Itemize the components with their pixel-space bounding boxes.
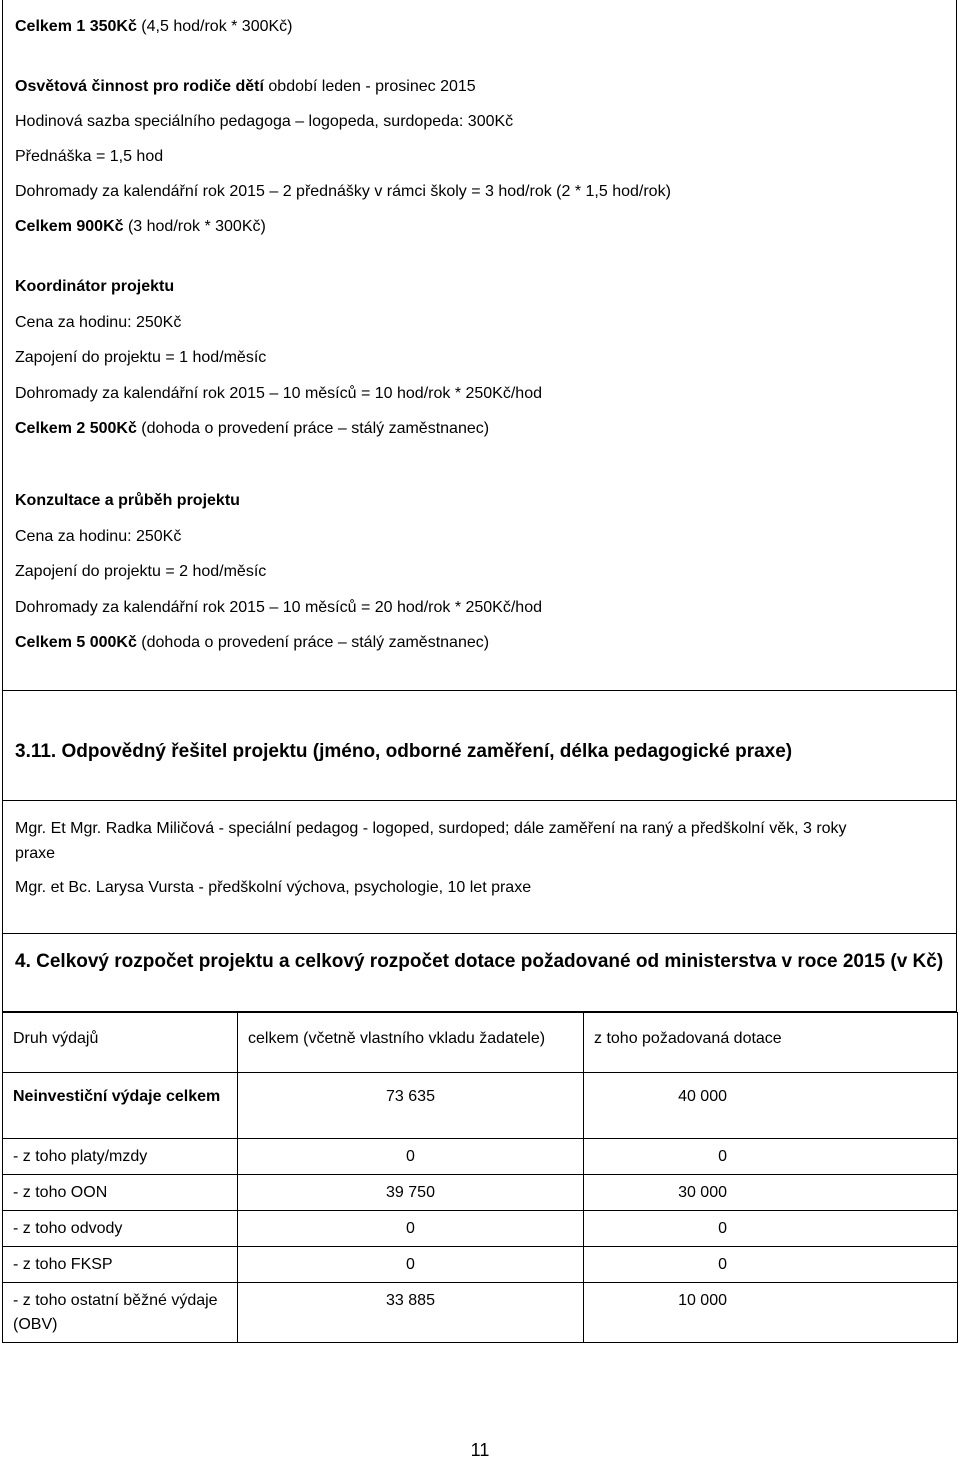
person1-line1: Mgr. Et Mgr. Radka Miličová - speciální pedagog - logoped, surdoped; dále zaměření na raný a předškolní věk, 3 roky (15, 820, 847, 837)
intro-total-line: Celkem 1 350Kč (4,5 hod/rok * 300Kč) (15, 18, 293, 35)
section-311-heading: 3.11. Odpovědný řešitel projektu (jméno, odborné zaměření, délka pedagogické praxe) (15, 741, 793, 762)
row-subsidy: 0 (584, 1139, 958, 1175)
row-total: 0 (238, 1139, 584, 1175)
konzultace-price: Cena za hodinu: 250Kč (15, 528, 182, 545)
table-row (3, 1073, 958, 1139)
person1-line2: praxe (15, 845, 56, 862)
osvetova-total-line: Dohromady za kalendářní rok 2015 – 2 přednášky v rámci školy = 3 hod/rok (2 * 1,5 hod/rok) (15, 183, 671, 200)
row-total: 0 (238, 1247, 584, 1283)
osvetova-lecture: Přednáška = 1,5 hod (15, 148, 164, 165)
row-total: 73 635 (238, 1073, 584, 1139)
section-4-heading: 4. Celkový rozpočet projektu a celkový rozpočet dotace požadované od ministerstva v roce 2015 (v Kč) (15, 951, 944, 972)
row-subsidy: 0 (584, 1211, 958, 1247)
header-cell: z toho požadovaná dotace (584, 1013, 958, 1073)
konzultace-involvement: Zapojení do projektu = 2 hod/měsíc (15, 563, 267, 580)
page-number: 11 (470, 1440, 490, 1460)
koordinator-price: Cena za hodinu: 250Kč (15, 314, 182, 331)
koordinator-sum: Celkem 2 500Kč (dohoda o provedení práce – stálý zaměstnanec) (15, 420, 490, 437)
person2-line: Mgr. et Bc. Larysa Vursta - předškolní výchova, psychologie, 10 let praxe (15, 879, 532, 896)
osvetova-rate: Hodinová sazba speciálního pedagoga – logopeda, surdopeda: 300Kč (15, 113, 514, 130)
row-label: - z toho odvody (3, 1211, 238, 1247)
koordinator-title: Koordinátor projektu (15, 278, 175, 295)
responsible-person-section (2, 691, 957, 934)
total-budget-section (2, 934, 957, 1012)
koordinator-total-line: Dohromady za kalendářní rok 2015 – 10 měsíců = 10 hod/rok * 250Kč/hod (15, 385, 542, 402)
row-total: 0 (238, 1211, 584, 1247)
konzultace-total-line: Dohromady za kalendářní rok 2015 – 10 měsíců = 20 hod/rok * 250Kč/hod (15, 599, 542, 616)
row-total: 33 885 (238, 1283, 584, 1343)
row-label: - z toho OON (3, 1175, 238, 1211)
table-row (3, 1139, 958, 1175)
row-subsidy: 0 (584, 1247, 958, 1283)
row-label: - z toho FKSP (3, 1247, 238, 1283)
osvetova-sum: Celkem 900Kč (3 hod/rok * 300Kč) (15, 218, 266, 235)
table-row (3, 1211, 958, 1247)
osvetova-title: Osvětová činnost pro rodiče dětí období leden - prosinec 2015 (15, 78, 476, 95)
budget-table-header (3, 1013, 958, 1073)
budget-table (2, 1012, 958, 1343)
row-subsidy: 30 000 (584, 1175, 958, 1211)
row-label: Neinvestiční výdaje celkem (3, 1073, 238, 1139)
table-row (3, 1247, 958, 1283)
row-subsidy: 10 000 (584, 1283, 958, 1343)
table-row (3, 1283, 958, 1343)
row-subsidy: 40 000 (584, 1073, 958, 1139)
row-label: - z toho ostatní běžné výdaje (OBV) (3, 1283, 238, 1343)
header-cell: celkem (včetně vlastního vkladu žadatele) (238, 1013, 584, 1073)
row-total: 39 750 (238, 1175, 584, 1211)
koordinator-involvement: Zapojení do projektu = 1 hod/měsíc (15, 349, 267, 366)
section-divider (2, 800, 957, 801)
row-label: - z toho platy/mzdy (3, 1139, 238, 1175)
budget-details-box (2, 0, 957, 691)
table-row (3, 1175, 958, 1211)
header-cell: Druh výdajů (3, 1013, 238, 1073)
konzultace-sum: Celkem 5 000Kč (dohoda o provedení práce – stálý zaměstnanec) (15, 634, 490, 651)
konzultace-title: Konzultace a průběh projektu (15, 492, 240, 509)
